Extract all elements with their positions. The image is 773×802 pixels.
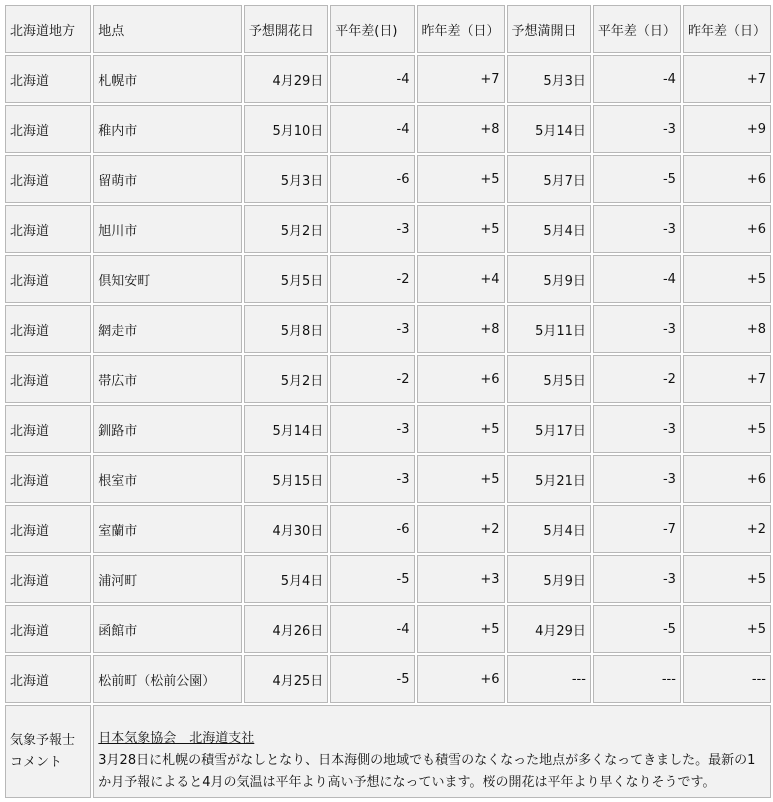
cell-fullbloom-normal-diff: -3 — [593, 405, 681, 453]
header-region: 北海道地方 — [5, 5, 91, 53]
cell-bloom-normal-diff: -5 — [330, 655, 414, 703]
cell-bloom-date: 5月2日 — [244, 205, 328, 253]
cell-fullbloom-lastyear-diff: +5 — [683, 605, 771, 653]
cell-bloom-lastyear-diff: +5 — [417, 605, 505, 653]
cell-region: 北海道 — [5, 555, 91, 603]
cell-bloom-normal-diff: -4 — [330, 605, 414, 653]
cell-region: 北海道 — [5, 305, 91, 353]
cell-fullbloom-date: 5月4日 — [507, 505, 591, 553]
cell-fullbloom-lastyear-diff: +2 — [683, 505, 771, 553]
cell-bloom-normal-diff: -4 — [330, 105, 414, 153]
cell-region: 北海道 — [5, 55, 91, 103]
comment-organization: 日本気象協会 北海道支社 — [98, 731, 255, 746]
cell-fullbloom-normal-diff: -2 — [593, 355, 681, 403]
cell-region: 北海道 — [5, 155, 91, 203]
table-row — [5, 655, 771, 703]
table-row — [5, 605, 771, 653]
cell-bloom-lastyear-diff: +5 — [417, 455, 505, 503]
cell-location: 旭川市 — [93, 205, 242, 253]
cell-location: 帯広市 — [93, 355, 242, 403]
cell-fullbloom-normal-diff: -5 — [593, 605, 681, 653]
table-row — [5, 455, 771, 503]
cell-fullbloom-date: 5月4日 — [507, 205, 591, 253]
cell-bloom-normal-diff: -5 — [330, 555, 414, 603]
cell-bloom-normal-diff: -3 — [330, 305, 414, 353]
cell-fullbloom-lastyear-diff: +5 — [683, 555, 771, 603]
cell-bloom-date: 4月25日 — [244, 655, 328, 703]
cell-region: 北海道 — [5, 405, 91, 453]
cell-fullbloom-date: 5月3日 — [507, 55, 591, 103]
cell-fullbloom-date: 5月17日 — [507, 405, 591, 453]
cell-fullbloom-normal-diff: --- — [593, 655, 681, 703]
cell-location: 根室市 — [93, 455, 242, 503]
cell-bloom-date: 5月4日 — [244, 555, 328, 603]
cell-fullbloom-normal-diff: -3 — [593, 105, 681, 153]
cell-bloom-date: 4月30日 — [244, 505, 328, 553]
cell-bloom-lastyear-diff: +5 — [417, 405, 505, 453]
cell-bloom-lastyear-diff: +5 — [417, 205, 505, 253]
table-row — [5, 105, 771, 153]
cell-fullbloom-date: 5月9日 — [507, 555, 591, 603]
header-bloom-lastyear-diff: 昨年差（日） — [417, 5, 505, 53]
header-fullbloom-normal-diff: 平年差（日） — [593, 5, 681, 53]
cell-fullbloom-normal-diff: -7 — [593, 505, 681, 553]
cell-fullbloom-normal-diff: -4 — [593, 255, 681, 303]
cell-fullbloom-lastyear-diff: +6 — [683, 205, 771, 253]
cell-bloom-lastyear-diff: +2 — [417, 505, 505, 553]
table-row — [5, 305, 771, 353]
comment-label-line2: コメント — [10, 754, 63, 770]
cell-location: 函館市 — [93, 605, 242, 653]
cell-bloom-date: 4月29日 — [244, 55, 328, 103]
cell-fullbloom-date: 5月5日 — [507, 355, 591, 403]
comment-body — [93, 705, 771, 798]
header-fullbloom-date: 予想満開日 — [507, 5, 591, 53]
cell-location: 網走市 — [93, 305, 242, 353]
cell-bloom-date: 5月5日 — [244, 255, 328, 303]
cell-bloom-normal-diff: -3 — [330, 405, 414, 453]
cell-location: 札幌市 — [93, 55, 242, 103]
cell-bloom-date: 5月14日 — [244, 405, 328, 453]
cell-bloom-lastyear-diff: +5 — [417, 155, 505, 203]
cell-location: 松前町（松前公園） — [93, 655, 242, 703]
comment-label — [5, 705, 91, 798]
comment-text: 3月28日に札幌の積雪がなしとなり、日本海側の地域でも積雪のなくなった地点が多くなってきました。最新の1か月予報によると4月の気温は平年より高い予想になっています。桜の開花は平年より早くなりそうです。 — [98, 753, 756, 790]
table-row — [5, 405, 771, 453]
cell-location: 釧路市 — [93, 405, 242, 453]
cell-bloom-normal-diff: -2 — [330, 255, 414, 303]
cell-bloom-lastyear-diff: +6 — [417, 355, 505, 403]
cell-bloom-date: 5月3日 — [244, 155, 328, 203]
cell-fullbloom-date: --- — [507, 655, 591, 703]
header-bloom-date: 予想開花日 — [244, 5, 328, 53]
table-row — [5, 55, 771, 103]
cell-bloom-lastyear-diff: +4 — [417, 255, 505, 303]
cell-location: 倶知安町 — [93, 255, 242, 303]
comment-label-line1: 気象予報士 — [10, 732, 76, 748]
cell-bloom-normal-diff: -3 — [330, 205, 414, 253]
header-fullbloom-lastyear-diff: 昨年差（日） — [683, 5, 771, 53]
cell-fullbloom-date: 5月11日 — [507, 305, 591, 353]
cell-bloom-date: 5月8日 — [244, 305, 328, 353]
table-row — [5, 155, 771, 203]
cell-bloom-normal-diff: -3 — [330, 455, 414, 503]
cell-bloom-normal-diff: -6 — [330, 505, 414, 553]
forecaster-comment-row — [5, 705, 771, 798]
table-row — [5, 355, 771, 403]
cell-region: 北海道 — [5, 605, 91, 653]
cell-region: 北海道 — [5, 505, 91, 553]
cell-bloom-normal-diff: -4 — [330, 55, 414, 103]
cell-region: 北海道 — [5, 655, 91, 703]
cell-bloom-lastyear-diff: +6 — [417, 655, 505, 703]
cell-fullbloom-normal-diff: -3 — [593, 205, 681, 253]
cell-region: 北海道 — [5, 255, 91, 303]
cell-fullbloom-normal-diff: -4 — [593, 55, 681, 103]
table-header-row — [5, 5, 771, 53]
cell-fullbloom-date: 5月21日 — [507, 455, 591, 503]
cell-fullbloom-lastyear-diff: +5 — [683, 255, 771, 303]
header-location: 地点 — [93, 5, 242, 53]
cell-location: 浦河町 — [93, 555, 242, 603]
table-row — [5, 205, 771, 253]
cell-fullbloom-date: 5月14日 — [507, 105, 591, 153]
cell-bloom-lastyear-diff: +7 — [417, 55, 505, 103]
cell-fullbloom-normal-diff: -3 — [593, 305, 681, 353]
cell-fullbloom-date: 5月7日 — [507, 155, 591, 203]
cell-bloom-lastyear-diff: +8 — [417, 105, 505, 153]
cell-bloom-lastyear-diff: +8 — [417, 305, 505, 353]
table-row — [5, 255, 771, 303]
header-bloom-normal-diff: 平年差(日) — [330, 5, 414, 53]
cell-bloom-date: 4月26日 — [244, 605, 328, 653]
cell-bloom-lastyear-diff: +3 — [417, 555, 505, 603]
cell-location: 留萌市 — [93, 155, 242, 203]
cell-region: 北海道 — [5, 455, 91, 503]
cell-bloom-date: 5月15日 — [244, 455, 328, 503]
cell-fullbloom-lastyear-diff: +6 — [683, 455, 771, 503]
cell-fullbloom-lastyear-diff: --- — [683, 655, 771, 703]
cell-region: 北海道 — [5, 105, 91, 153]
cell-fullbloom-normal-diff: -3 — [593, 455, 681, 503]
cell-fullbloom-normal-diff: -3 — [593, 555, 681, 603]
sakura-forecast-table — [3, 3, 773, 800]
cell-fullbloom-lastyear-diff: +6 — [683, 155, 771, 203]
cell-fullbloom-normal-diff: -5 — [593, 155, 681, 203]
cell-bloom-date: 5月10日 — [244, 105, 328, 153]
cell-bloom-date: 5月2日 — [244, 355, 328, 403]
cell-fullbloom-lastyear-diff: +5 — [683, 405, 771, 453]
cell-fullbloom-date: 4月29日 — [507, 605, 591, 653]
cell-bloom-normal-diff: -6 — [330, 155, 414, 203]
cell-location: 稚内市 — [93, 105, 242, 153]
cell-fullbloom-date: 5月9日 — [507, 255, 591, 303]
cell-region: 北海道 — [5, 355, 91, 403]
cell-location: 室蘭市 — [93, 505, 242, 553]
cell-fullbloom-lastyear-diff: +7 — [683, 355, 771, 403]
cell-fullbloom-lastyear-diff: +7 — [683, 55, 771, 103]
cell-fullbloom-lastyear-diff: +9 — [683, 105, 771, 153]
cell-region: 北海道 — [5, 205, 91, 253]
cell-fullbloom-lastyear-diff: +8 — [683, 305, 771, 353]
table-row — [5, 505, 771, 553]
table-row — [5, 555, 771, 603]
cell-bloom-normal-diff: -2 — [330, 355, 414, 403]
